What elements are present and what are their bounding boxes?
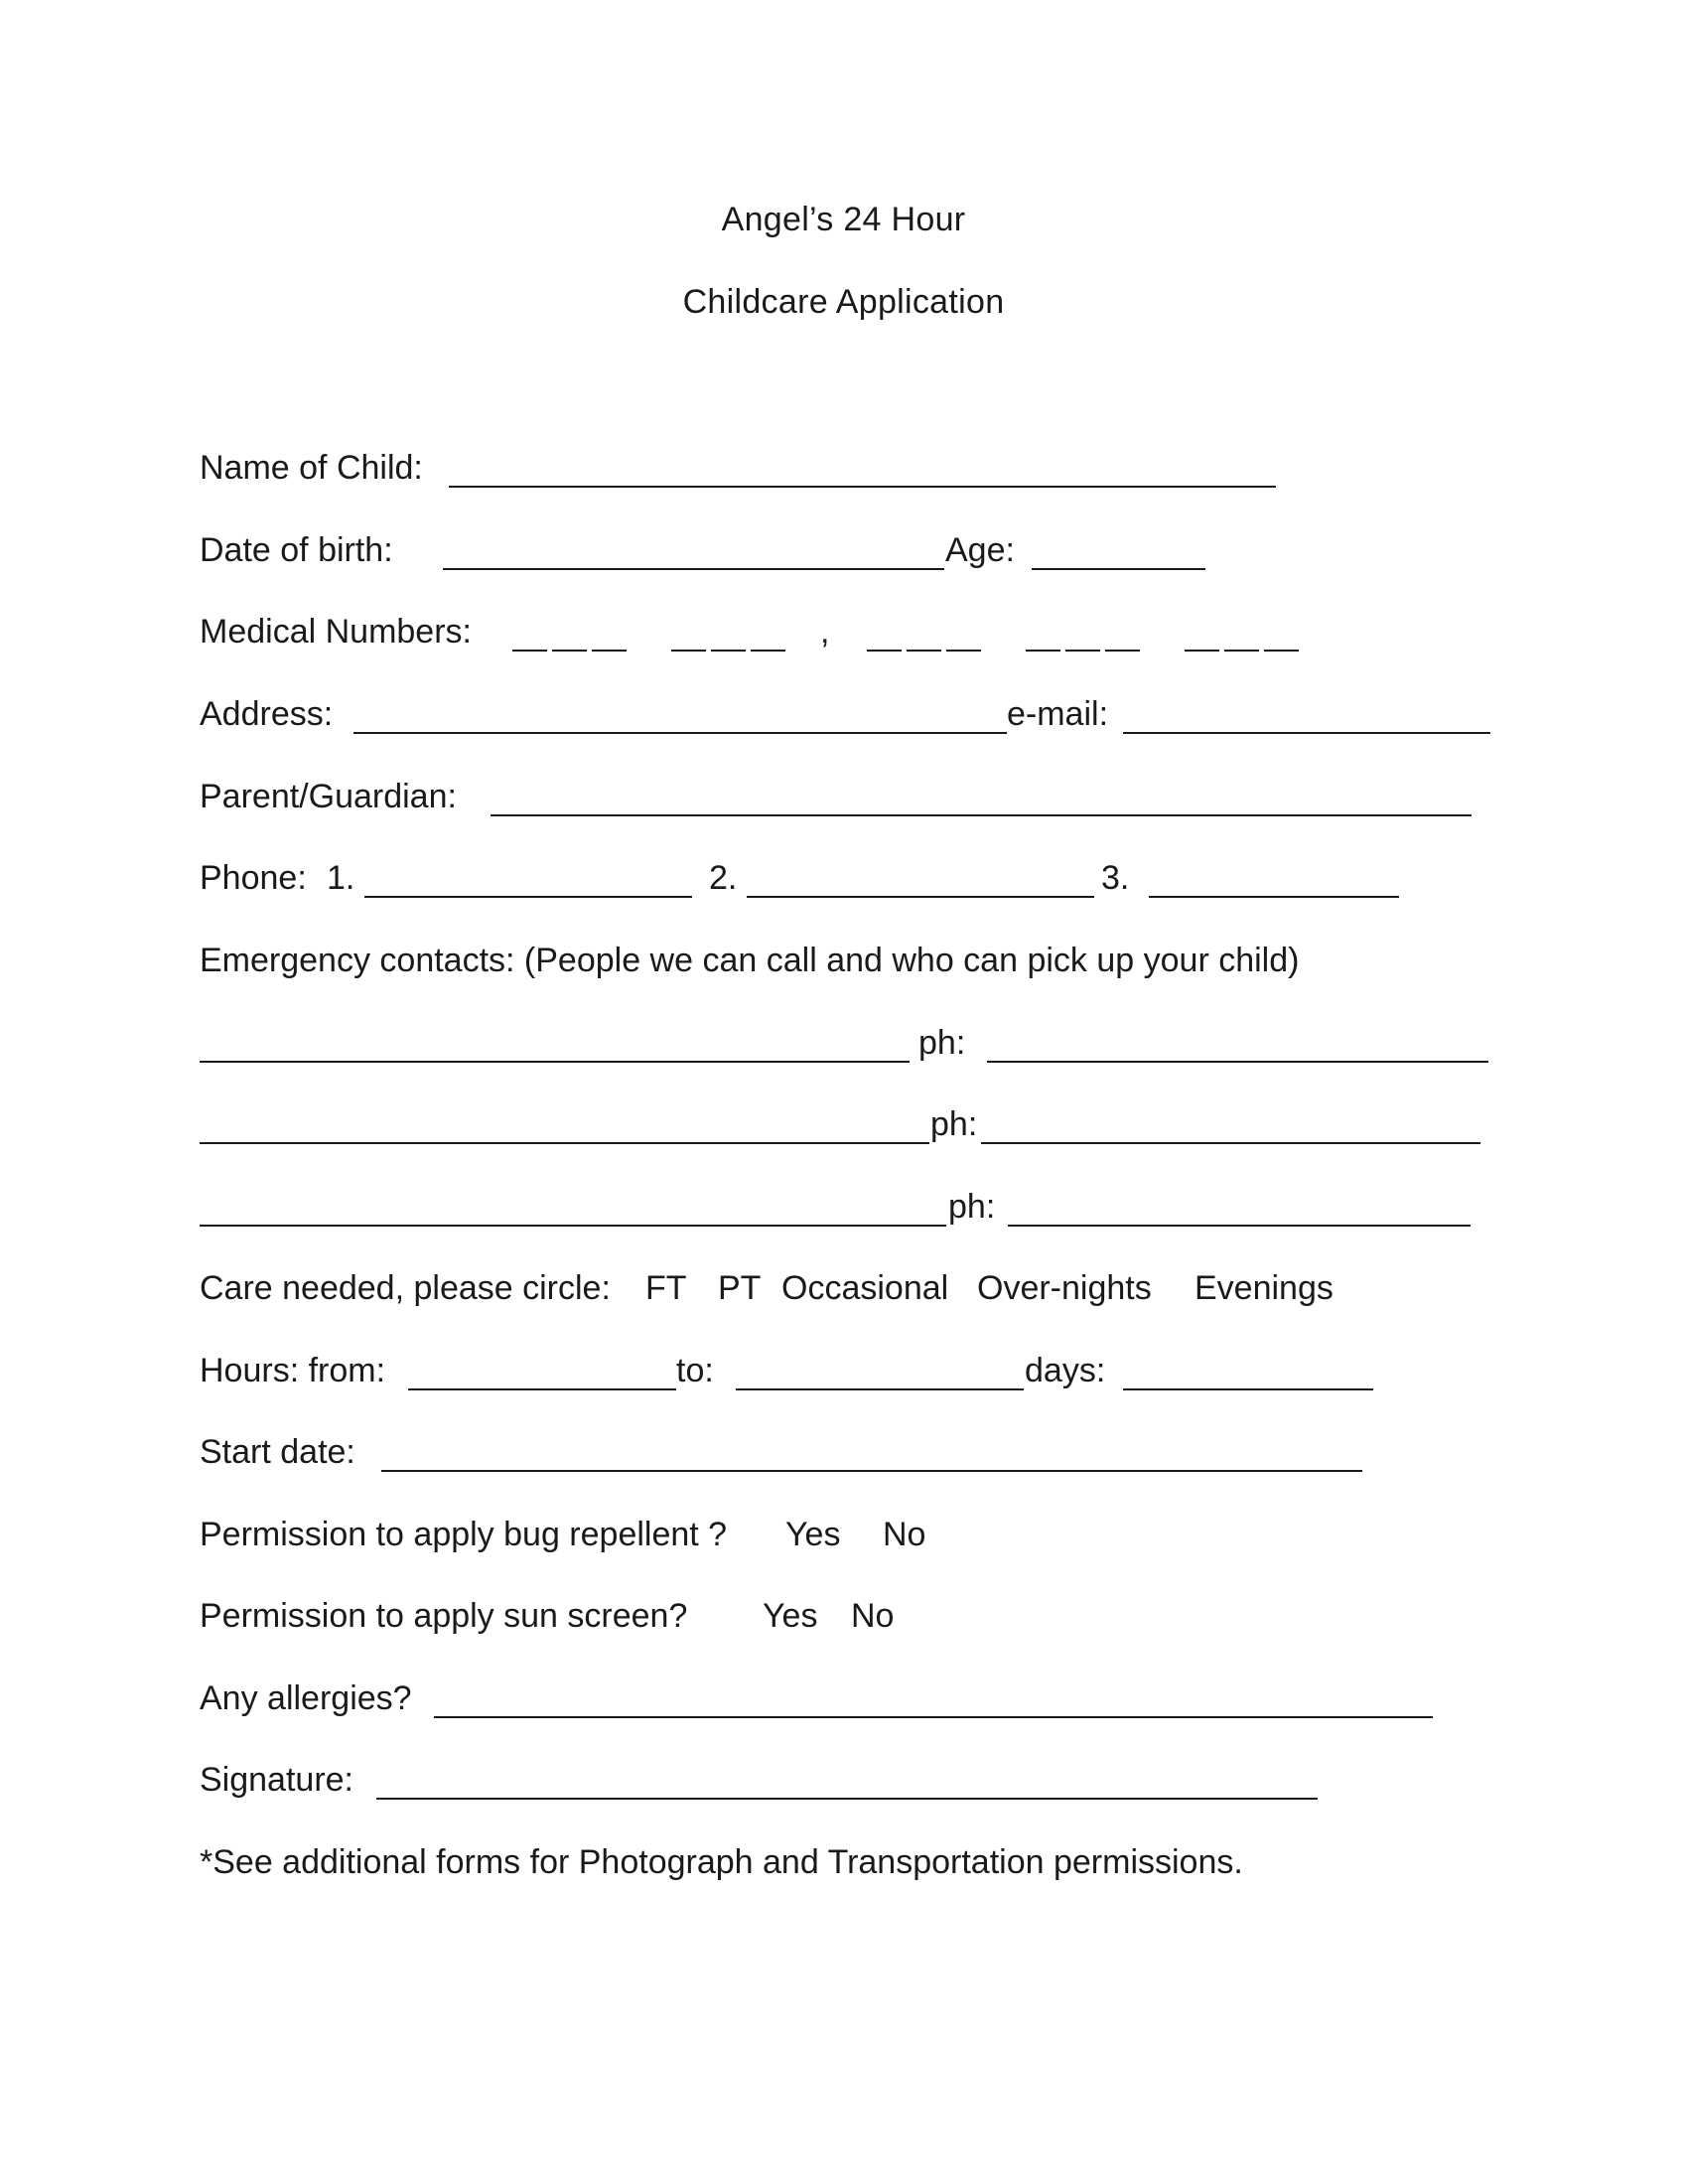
emergency-ph-1-label: ph: <box>918 1024 966 1062</box>
medical-digit-15[interactable] <box>1264 650 1299 652</box>
dob-field[interactable] <box>443 568 944 570</box>
allergies-label: Any allergies? <box>200 1679 412 1717</box>
emergency-name-2-field[interactable] <box>200 1142 929 1144</box>
bug-yes-option[interactable]: Yes <box>785 1516 841 1553</box>
child-name-label: Name of Child: <box>200 449 423 487</box>
footnote: *See additional forms for Photograph and Transportation permissions. <box>200 1843 1243 1881</box>
address-label: Address: <box>200 695 334 733</box>
phone-3-label: 3. <box>1101 859 1130 897</box>
medical-label: Medical Numbers: <box>200 613 472 651</box>
care-option-occasional[interactable]: Occasional <box>781 1269 949 1307</box>
emergency-ph-3-label: ph: <box>948 1188 996 1226</box>
phone-3-field[interactable] <box>1149 896 1399 898</box>
medical-separator: , <box>820 613 830 651</box>
form-title-line1: Angel’s 24 Hour <box>721 201 966 238</box>
medical-digit-6[interactable] <box>751 650 785 652</box>
sun-label: Permission to apply sun screen? <box>200 1597 688 1635</box>
medical-digit-10[interactable] <box>1026 650 1060 652</box>
phone-1-label: 1. <box>327 859 355 897</box>
email-label: e-mail: <box>1007 695 1109 733</box>
age-field[interactable] <box>1032 568 1205 570</box>
signature-field[interactable] <box>376 1798 1318 1800</box>
medical-digit-12[interactable] <box>1105 650 1140 652</box>
medical-digit-9[interactable] <box>946 650 981 652</box>
start-label: Start date: <box>200 1433 355 1471</box>
medical-digit-14[interactable] <box>1224 650 1259 652</box>
care-option-evenings[interactable]: Evenings <box>1195 1269 1334 1307</box>
care-option-overnights[interactable]: Over-nights <box>977 1269 1152 1307</box>
guardian-label: Parent/Guardian: <box>200 778 457 815</box>
allergies-field[interactable] <box>434 1716 1433 1718</box>
bug-no-option[interactable]: No <box>883 1516 926 1553</box>
email-field[interactable] <box>1123 732 1490 734</box>
sun-yes-option[interactable]: Yes <box>763 1597 818 1635</box>
emergency-phone-1-field[interactable] <box>987 1061 1488 1063</box>
emergency-name-3-field[interactable] <box>200 1225 946 1227</box>
emergency-phone-3-field[interactable] <box>1008 1225 1471 1227</box>
emergency-label: Emergency contacts: (People we can call and who can pick up your child) <box>200 942 1300 979</box>
dob-label: Date of birth: <box>200 531 393 569</box>
phone-1-field[interactable] <box>364 896 692 898</box>
bug-label: Permission to apply bug repellent ? <box>200 1516 728 1553</box>
form-title-line2: Childcare Application <box>682 283 1005 321</box>
sun-no-option[interactable]: No <box>851 1597 895 1635</box>
care-option-pt[interactable]: PT <box>718 1269 762 1307</box>
emergency-ph-2-label: ph: <box>930 1105 978 1143</box>
phone-label: Phone: <box>200 859 307 897</box>
medical-digit-7[interactable] <box>867 650 902 652</box>
hours-to-label: to: <box>676 1352 714 1389</box>
medical-digit-5[interactable] <box>711 650 746 652</box>
child-name-field[interactable] <box>449 486 1276 488</box>
medical-digit-13[interactable] <box>1185 650 1219 652</box>
days-label: days: <box>1025 1352 1106 1389</box>
medical-digit-11[interactable] <box>1065 650 1100 652</box>
emergency-name-1-field[interactable] <box>200 1061 910 1063</box>
emergency-phone-2-field[interactable] <box>981 1142 1480 1144</box>
guardian-field[interactable] <box>491 814 1472 816</box>
care-label: Care needed, please circle: <box>200 1269 611 1307</box>
phone-2-label: 2. <box>709 859 738 897</box>
hours-to-field[interactable] <box>736 1388 1024 1390</box>
medical-digit-3[interactable] <box>592 650 627 652</box>
age-label: Age: <box>945 531 1015 569</box>
medical-digit-2[interactable] <box>552 650 587 652</box>
hours-from-label: Hours: from: <box>200 1352 386 1389</box>
days-field[interactable] <box>1123 1388 1373 1390</box>
medical-digit-4[interactable] <box>671 650 706 652</box>
care-option-ft[interactable]: FT <box>645 1269 687 1307</box>
medical-digit-1[interactable] <box>512 650 547 652</box>
address-field[interactable] <box>353 732 1007 734</box>
start-field[interactable] <box>381 1470 1362 1472</box>
medical-digit-8[interactable] <box>907 650 941 652</box>
signature-label: Signature: <box>200 1761 353 1799</box>
phone-2-field[interactable] <box>747 896 1094 898</box>
hours-from-field[interactable] <box>408 1388 676 1390</box>
